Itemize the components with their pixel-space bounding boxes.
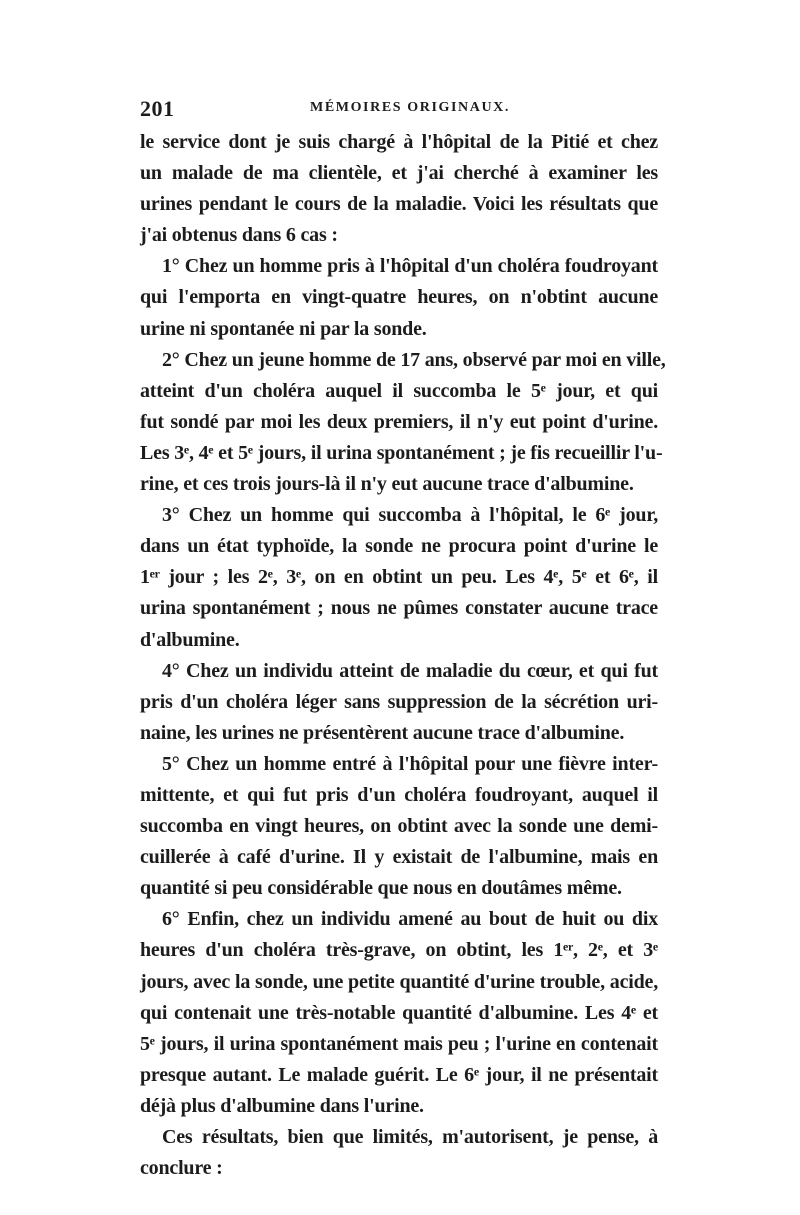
text-line: 5° Chez un homme entré à l'hôpital pour une fièvre inter-	[162, 752, 658, 775]
text-line: urina spontanément ; nous ne pûmes constater aucune trace	[140, 597, 658, 620]
text-line: 4° Chez un individu atteint de maladie du cœur, et qui fut	[162, 659, 658, 682]
text-line: 6° Enfin, chez un individu amené au bout de huit ou dix	[162, 908, 658, 931]
text-line: d'albumine.	[140, 628, 240, 651]
text-line: urine ni spontanée ni par la sonde.	[140, 317, 427, 340]
text-line: quantité si peu considérable que nous en doutâmes même.	[140, 877, 622, 900]
body-text	[140, 127, 666, 1184]
text-line: 2° Chez un jeune homme de 17 ans, observé par moi en ville,	[162, 348, 666, 371]
text-line: 3° Chez un homme qui succomba à l'hôpital, le 6ᵉ jour,	[162, 504, 658, 527]
text-line: fut sondé par moi les deux premiers, il n'y eut point d'urine.	[140, 410, 658, 433]
text-line: rine, et ces trois jours-là il n'y eut aucune trace d'albumine.	[140, 473, 634, 496]
text-line: dans un état typhoïde, la sonde ne procura point d'urine le	[140, 535, 658, 558]
running-title: MÉMOIRES ORIGINAUX.	[310, 100, 510, 115]
text-line: déjà plus d'albumine dans l'urine.	[140, 1094, 424, 1117]
text-line: 1ᵉʳ jour ; les 2ᵉ, 3ᵉ, on en obtint un peu. Les 4ᵉ, 5ᵉ et 6ᵉ, il	[140, 566, 658, 589]
text-line: conclure :	[140, 1157, 223, 1180]
text-line: presque autant. Le malade guérit. Le 6ᵉ jour, il ne présentait	[140, 1063, 658, 1086]
text-line: cuillerée à café d'urine. Il y existait de l'albumine, mais en	[140, 846, 658, 869]
text-line: un malade de ma clientèle, et j'ai cherché à examiner les	[140, 162, 658, 185]
text-line: pris d'un choléra léger sans suppression de la sécrétion uri-	[140, 690, 658, 713]
text-line: Ces résultats, bien que limités, m'autorisent, je pense, à	[162, 1126, 658, 1148]
text-line: j'ai obtenus dans 6 cas :	[140, 224, 338, 247]
text-line: naine, les urines ne présentèrent aucune trace d'albumine.	[140, 721, 625, 744]
text-line: mittente, et qui fut pris d'un choléra foudroyant, auquel il	[140, 783, 658, 806]
page-number: 201	[140, 96, 175, 121]
text-line: Les 3ᵉ, 4ᵉ et 5ᵉ jours, il urina spontanément ; je fis recueillir l'u-	[140, 441, 663, 464]
text-line: qui contenait une très-notable quantité d'albumine. Les 4ᵉ et	[140, 1001, 658, 1024]
text-line: succomba en vingt heures, on obtint avec la sonde une demi-	[140, 815, 658, 838]
text-line: heures d'un choléra très-grave, on obtint, les 1ᵉʳ, 2ᵉ, et 3ᵉ	[140, 939, 658, 962]
running-head	[140, 96, 658, 122]
text-line: jours, avec la sonde, une petite quantité d'urine trouble, acide,	[140, 970, 658, 993]
text-line: 5ᵉ jours, il urina spontanément mais peu ; l'urine en contenait	[140, 1032, 658, 1055]
text-line: le service dont je suis chargé à l'hôpital de la Pitié et chez	[140, 131, 658, 153]
text-line: 1° Chez un homme pris à l'hôpital d'un choléra foudroyant	[162, 255, 658, 278]
text-line: atteint d'un choléra auquel il succomba le 5ᵉ jour, et qui	[140, 379, 658, 402]
text-line: qui l'emporta en vingt-quatre heures, on n'obtint aucune	[140, 286, 658, 309]
text-line: urines pendant le cours de la maladie. Voici les résultats que	[140, 193, 658, 216]
